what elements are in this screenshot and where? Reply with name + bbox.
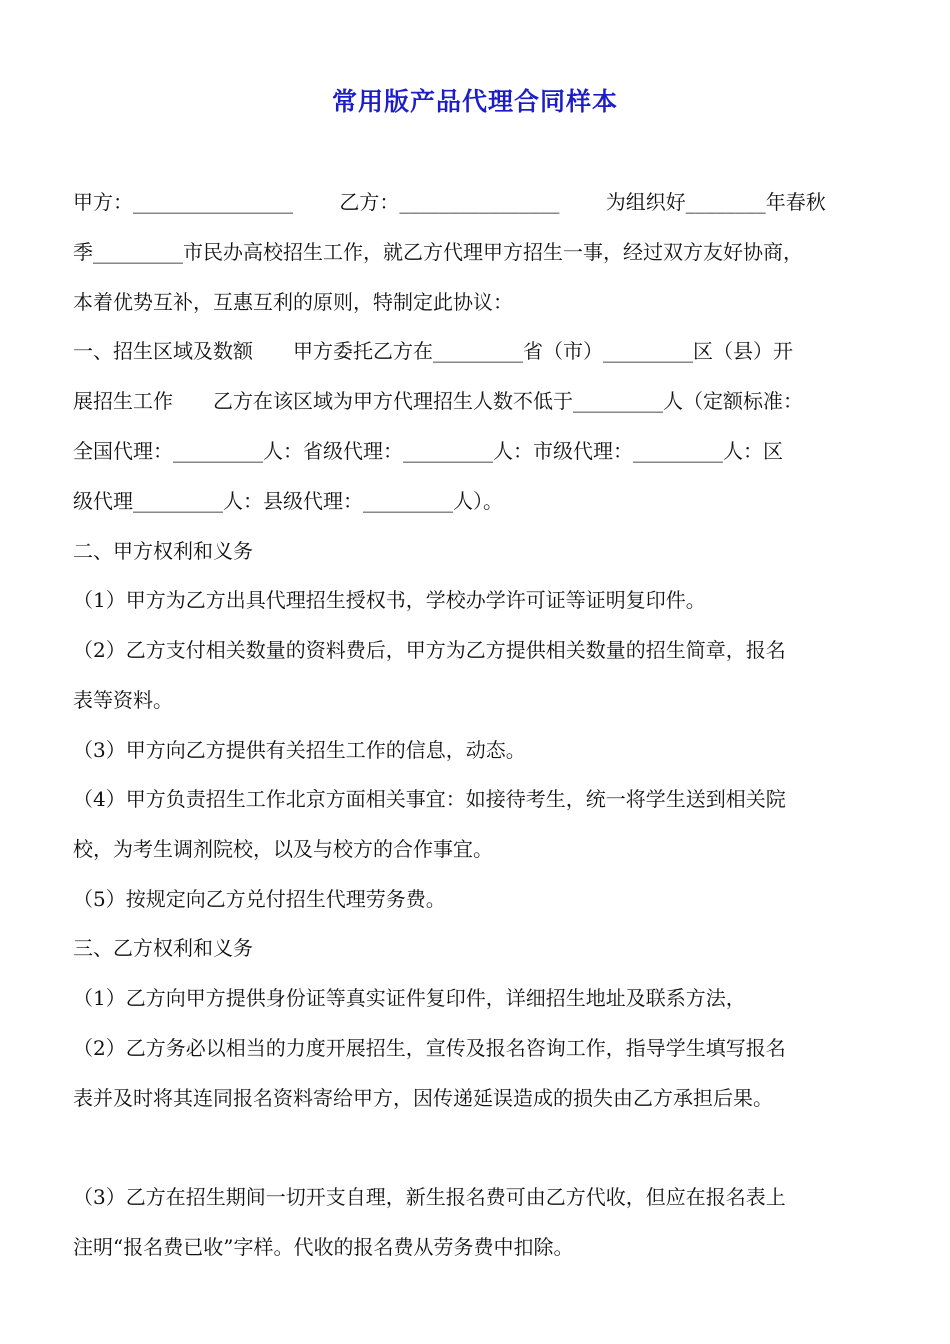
- list-item: （1）甲方为乙方出具代理招生授权书，学校办学许可证等证明复印件。: [73, 588, 706, 612]
- list-item: （2）乙方务必以相当的力度开展招生，宣传及报名咨询工作，指导学生填写报名: [73, 1036, 786, 1060]
- paragraph-line: 本着优势互补，互惠互利的原则，特制定此协议：: [73, 290, 513, 314]
- section-heading-line: 一、招生区域及数额 甲方委托乙方在_________省（市）_________区（县）开: [73, 339, 793, 363]
- paragraph-line: 级代理_________人：县级代理：_________人）。: [73, 489, 503, 513]
- list-item: （2）乙方支付相关数量的资料费后，甲方为乙方提供相关数量的招生简章，报名: [73, 638, 786, 662]
- paragraph-line: 甲方：________________ 乙方：________________ 为组织好________年春秋: [73, 190, 826, 214]
- list-item: （3）甲方向乙方提供有关招生工作的信息，动态。: [73, 738, 526, 762]
- list-item: （5）按规定向乙方兑付招生代理劳务费。: [73, 887, 446, 911]
- list-item: （3）乙方在招生期间一切开支自理，新生报名费可由乙方代收，但应在报名表上: [73, 1185, 786, 1209]
- list-item-continuation: 表等资料。: [73, 688, 173, 712]
- list-item-continuation: 表并及时将其连同报名资料寄给甲方，因传递延误造成的损失由乙方承担后果。: [73, 1086, 773, 1110]
- list-item: （1）乙方向甲方提供身份证等真实证件复印件，详细招生地址及联系方法，: [73, 986, 746, 1010]
- section-heading: 三、乙方权利和义务: [73, 936, 253, 960]
- paragraph-line: 全国代理：_________人：省级代理：_________人：市级代理：_________人：区: [73, 439, 783, 463]
- paragraph-line: 季_________市民办高校招生工作，就乙方代理甲方招生一事，经过双方友好协商，: [73, 240, 803, 264]
- paragraph-line: 展招生工作 乙方在该区域为甲方代理招生人数不低于_________人（定额标准：: [73, 389, 803, 413]
- section-heading: 二、甲方权利和义务: [73, 539, 253, 563]
- list-item-continuation: 校，为考生调剂院校，以及与校方的合作事宜。: [73, 837, 493, 861]
- list-item-continuation: 注明“报名费已收”字样。代收的报名费从劳务费中扣除。: [73, 1235, 574, 1259]
- list-item: （4）甲方负责招生工作北京方面相关事宜：如接待考生，统一将学生送到相关院: [73, 787, 786, 811]
- document-title: 常用版产品代理合同样本: [331, 87, 618, 116]
